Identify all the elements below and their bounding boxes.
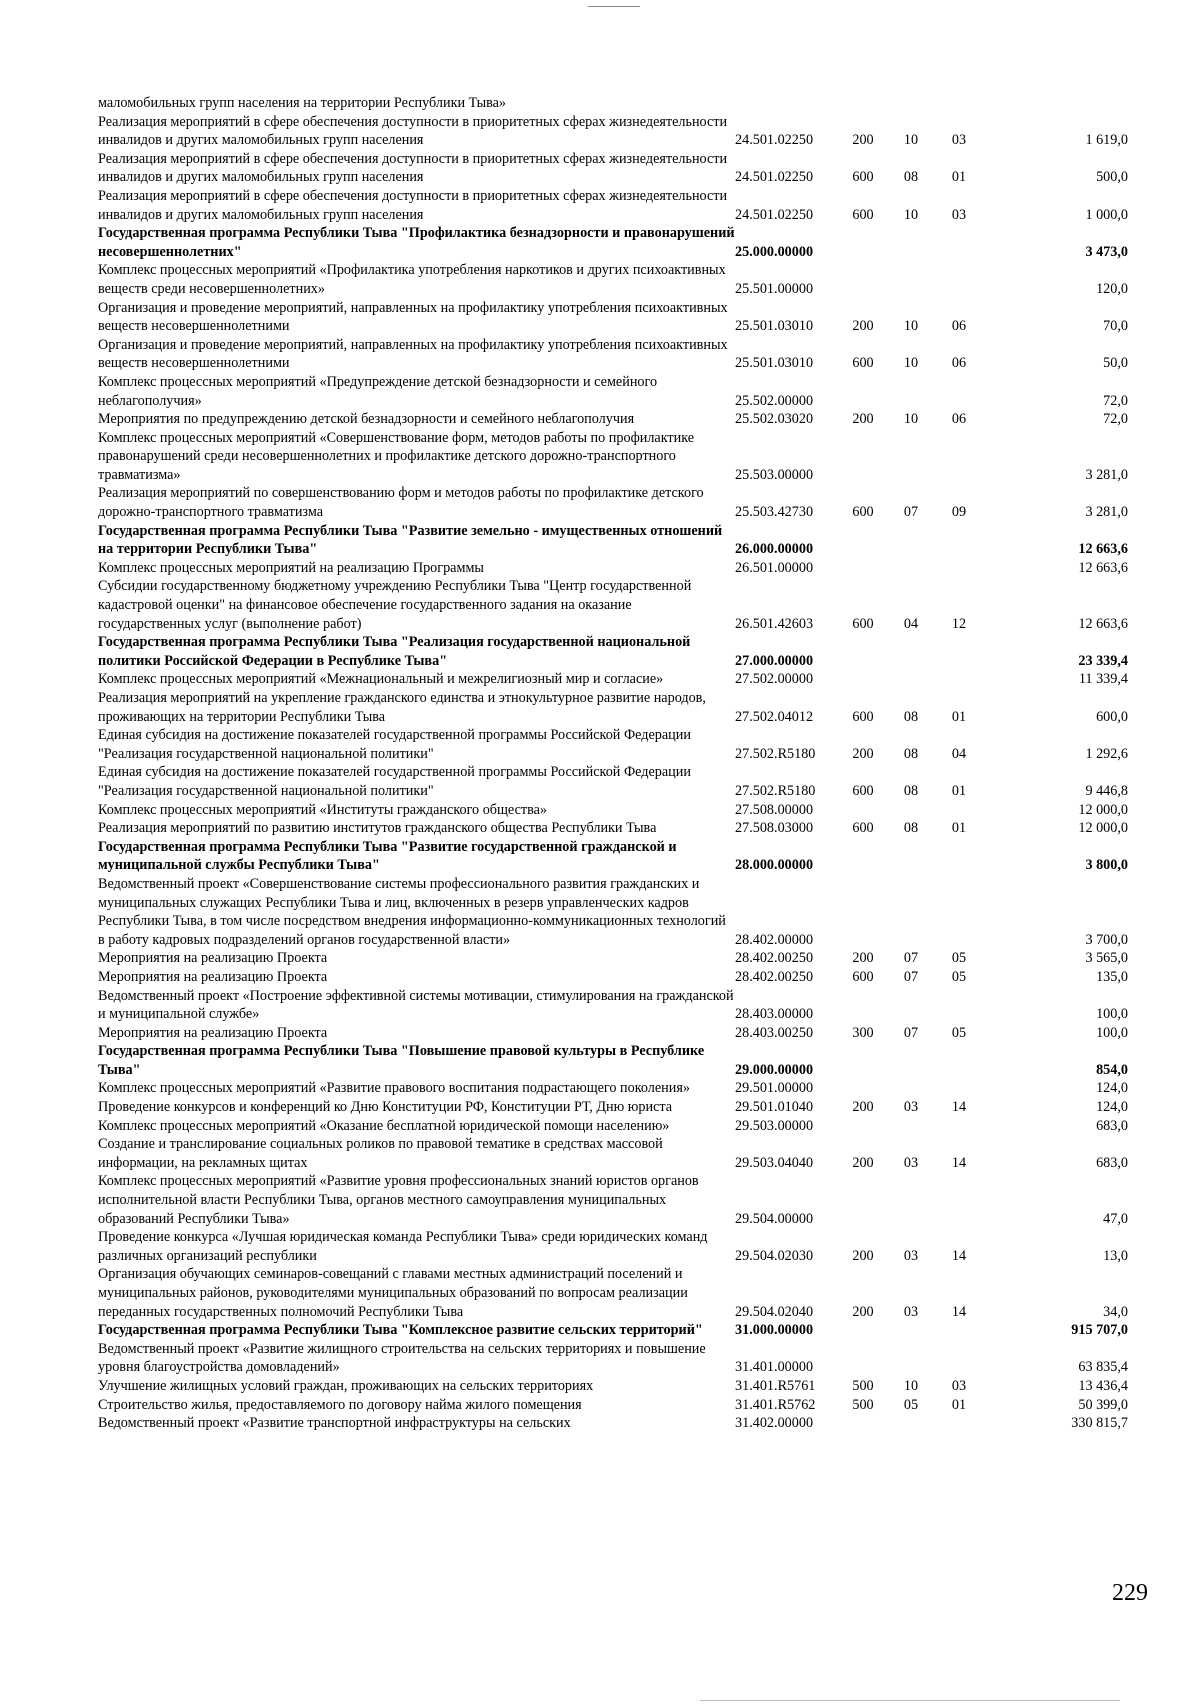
expense-type-code-cell: [839, 1414, 887, 1433]
section-code-cell: 10: [903, 206, 919, 223]
row-name-cell: Комплекс процессных мероприятий «Развитие уровня профессиональных знаний юристов органов исполнительной власти Республики Тыва, органов местного самоуправления муниципальных образований Республики Тыва»: [98, 1173, 699, 1227]
section-code-cell: [887, 838, 935, 875]
row-name-cell: Ведомственный проект «Развитие транспортной инфраструктуры на сельских: [98, 1415, 571, 1432]
expense-type-code-cell: [839, 373, 887, 410]
row-name-cell: Комплекс процессных мероприятий «Оказание бесплатной юридической помощи населению»: [98, 1117, 670, 1134]
expense-type-code-cell: 500: [852, 1396, 874, 1413]
target-article-code-cell: 28.402.00250: [735, 950, 814, 967]
target-article-code-cell: 27.502.00000: [735, 671, 814, 688]
amount-cell: 330 815,7: [1071, 1415, 1128, 1432]
expense-type-code-cell: 600: [852, 820, 874, 837]
row-name-cell: Реализация мероприятий в сфере обеспечения доступности в приоритетных сферах жизнедеятельности инвалидов и других маломобильных групп населения: [98, 150, 728, 186]
subsection-code-cell: 14: [951, 1154, 967, 1171]
amount-cell: [983, 94, 1128, 113]
table-row: [98, 801, 1128, 820]
table-row: [98, 484, 1128, 521]
section-code-cell: 10: [903, 411, 919, 428]
target-article-code-cell: 31.402.00000: [735, 1415, 814, 1432]
section-code-cell: 08: [903, 820, 919, 837]
amount-cell: 50,0: [1103, 355, 1128, 372]
row-name-cell: Создание и транслирование социальных роликов по правовой тематике в средствах массовой информации, на рекламных щитах: [98, 1136, 663, 1171]
section-code-cell: 03: [903, 1099, 919, 1116]
row-name-cell: Государственная программа Республики Тыва "Повышение правовой культуры в Республике Тыва": [98, 1043, 705, 1078]
section-code-cell: 08: [903, 708, 919, 725]
section-code-cell: [887, 670, 935, 689]
subsection-code-cell: 14: [951, 1303, 967, 1320]
subsection-code-cell: 01: [951, 782, 967, 799]
expense-type-code-cell: [839, 1117, 887, 1136]
amount-cell: 72,0: [1103, 411, 1128, 428]
row-name-cell: Государственная программа Республики Тыва "Развитие государственной гражданской и муниципальной службы Республики Тыва": [98, 838, 677, 874]
section-code-cell: 03: [903, 1303, 919, 1320]
amount-cell: 1 619,0: [1085, 132, 1128, 149]
row-name-cell: Организация обучающих семинаров-совещаний с главами местных администраций поселений и муниципальных районов, руководителями муниципальных образований по вопросам реализации переданных государственных полномочий Республики Тыва: [98, 1266, 688, 1320]
budget-table-body: [98, 94, 1128, 1433]
subsection-code-cell: [935, 633, 983, 670]
section-code-cell: [887, 1079, 935, 1098]
table-row: [98, 1098, 1128, 1117]
target-article-code-cell: 25.501.00000: [735, 280, 814, 297]
table-row: [98, 1079, 1128, 1098]
amount-cell: 854,0: [1096, 1061, 1128, 1078]
subsection-code-cell: [935, 987, 983, 1024]
row-name-cell: Мероприятия по предупреждению детской безнадзорности и семейного неблагополучия: [98, 411, 635, 428]
expense-type-code-cell: 200: [852, 132, 874, 149]
row-name-cell: Субсидии государственному бюджетному учреждению Республики Тыва "Центр государственной кадастровой оценки" на финансовое обеспечение государственного задания на оказание государственных услуг (выполнение работ): [98, 578, 692, 632]
subsection-code-cell: 03: [951, 206, 967, 223]
row-name-cell: Мероприятия на реализацию Проекта: [98, 1024, 328, 1041]
table-row: [98, 819, 1128, 838]
expense-type-code-cell: [839, 1172, 887, 1228]
target-article-code-cell: 31.401.R5761: [735, 1377, 816, 1394]
section-code-cell: [887, 522, 935, 559]
program-row: [98, 838, 1128, 875]
section-code-cell: [887, 261, 935, 298]
subsection-code-cell: 05: [951, 1024, 967, 1041]
amount-cell: 3 281,0: [1085, 504, 1128, 521]
section-code-cell: 10: [903, 1377, 919, 1394]
section-code-cell: 07: [903, 968, 919, 985]
subsection-code-cell: 03: [951, 132, 967, 149]
expense-type-code-cell: 600: [852, 615, 874, 632]
subsection-code-cell: 04: [951, 745, 967, 762]
target-article-code-cell: 28.403.00000: [735, 1006, 814, 1023]
target-article-code-cell: 29.501.01040: [735, 1099, 814, 1116]
row-name-cell: Единая субсидия на достижение показателей государственной программы Российской Федерации "Реализация государственной национальной политики": [98, 764, 691, 799]
row-name-cell: Улучшение жилищных условий граждан, проживающих на сельских территориях: [98, 1377, 594, 1394]
section-code-cell: 08: [903, 745, 919, 762]
row-name-cell: Организация и проведение мероприятий, направленных на профилактику употребления психоактивных веществ несовершеннолетними: [98, 299, 728, 335]
row-name-cell: Комплекс процессных мероприятий «Совершенствование форм, методов работы по профилактике правонарушений среди несовершеннолетних и профилактике детского дорожно-транспортного травматизма»: [98, 429, 695, 483]
section-code-cell: 04: [903, 615, 919, 632]
target-article-code-cell: 29.504.02040: [735, 1303, 814, 1320]
section-code-cell: 07: [903, 504, 919, 521]
subsection-code-cell: 01: [951, 820, 967, 837]
amount-cell: 600,0: [1096, 708, 1128, 725]
expense-type-code-cell: [839, 224, 887, 261]
row-name-cell: Комплекс процессных мероприятий «Межнациональный и межрелигиозный мир и согласие»: [98, 671, 664, 688]
amount-cell: 23 339,4: [1078, 652, 1128, 669]
table-row: [98, 1228, 1128, 1265]
target-article-code-cell: 27.502.04012: [735, 708, 814, 725]
section-code-cell: 03: [903, 1247, 919, 1264]
subsection-code-cell: [935, 261, 983, 298]
expense-type-code-cell: [839, 633, 887, 670]
subsection-code-cell: 09: [951, 504, 967, 521]
amount-cell: 1 000,0: [1085, 206, 1128, 223]
amount-cell: 13 436,4: [1078, 1377, 1128, 1394]
subsection-code-cell: 06: [951, 411, 967, 428]
amount-cell: 12 000,0: [1078, 820, 1128, 837]
expense-type-code-cell: [839, 522, 887, 559]
subsection-code-cell: [935, 1079, 983, 1098]
table-row: [98, 559, 1128, 578]
target-article-code-cell: 29.504.02030: [735, 1247, 814, 1264]
subsection-code-cell: [935, 838, 983, 875]
amount-cell: 124,0: [1096, 1099, 1128, 1116]
amount-cell: 50 399,0: [1078, 1396, 1128, 1413]
program-row: [98, 633, 1128, 670]
expense-type-code-cell: 200: [852, 318, 874, 335]
amount-cell: 12 663,6: [1078, 559, 1128, 576]
subsection-code-cell: 05: [951, 950, 967, 967]
table-row: [98, 1265, 1128, 1321]
section-code-cell: 08: [903, 782, 919, 799]
table-row: [98, 410, 1128, 429]
program-row: [98, 1321, 1128, 1340]
expense-type-code-cell: [839, 838, 887, 875]
subsection-code-cell: 01: [951, 1396, 967, 1413]
amount-cell: 683,0: [1096, 1117, 1128, 1134]
subsection-code-cell: 12: [951, 615, 967, 632]
amount-cell: 63 835,4: [1078, 1359, 1128, 1376]
subsection-code-cell: 14: [951, 1247, 967, 1264]
expense-type-code-cell: 200: [852, 1247, 874, 1264]
expense-type-code-cell: 200: [852, 950, 874, 967]
target-article-code-cell: 25.501.03010: [735, 355, 814, 372]
table-row: [98, 1135, 1128, 1172]
table-row: [98, 113, 1128, 150]
table-row: [98, 763, 1128, 800]
amount-cell: 12 663,6: [1078, 541, 1128, 558]
subsection-code-cell: 06: [951, 355, 967, 372]
expense-type-code-cell: 600: [852, 169, 874, 186]
budget-table: [98, 94, 1128, 1433]
subsection-code-cell: 06: [951, 318, 967, 335]
section-code-cell: 10: [903, 318, 919, 335]
expense-type-code-cell: 200: [852, 411, 874, 428]
row-name-cell: Строительство жилья, предоставляемого по договору найма жилого помещения: [98, 1396, 582, 1413]
expense-type-code-cell: [839, 987, 887, 1024]
expense-type-code-cell: [839, 559, 887, 578]
expense-type-code-cell: [839, 1079, 887, 1098]
table-row: [98, 670, 1128, 689]
expense-type-code-cell: 500: [852, 1377, 874, 1394]
subsection-code-cell: 01: [951, 708, 967, 725]
scan-artifact-top: [588, 6, 640, 7]
amount-cell: 11 339,4: [1078, 671, 1128, 688]
target-article-code-cell: 26.501.00000: [735, 559, 814, 576]
table-row: [98, 94, 1128, 113]
table-row: [98, 726, 1128, 763]
expense-type-code-cell: [839, 261, 887, 298]
target-article-code-cell: 28.402.00000: [735, 931, 814, 948]
row-name-cell: Комплекс процессных мероприятий на реализацию Программы: [98, 559, 484, 576]
target-article-code-cell: 29.503.00000: [735, 1117, 814, 1134]
expense-type-code-cell: 600: [852, 968, 874, 985]
table-row: [98, 689, 1128, 726]
table-row: [98, 875, 1128, 949]
section-code-cell: 05: [903, 1396, 919, 1413]
target-article-code-cell: 28.402.00250: [735, 968, 814, 985]
expense-type-code-cell: [839, 94, 887, 113]
amount-cell: 70,0: [1103, 318, 1128, 335]
section-code-cell: [887, 373, 935, 410]
expense-type-code-cell: 200: [852, 1099, 874, 1116]
amount-cell: 3 565,0: [1085, 950, 1128, 967]
row-name-cell: Комплекс процессных мероприятий «Предупреждение детской безнадзорности и семейного неблагополучия»: [98, 373, 658, 409]
row-name-cell: Государственная программа Республики Тыва "Комплексное развитие сельских территорий": [98, 1322, 703, 1339]
section-code-cell: 03: [903, 1154, 919, 1171]
amount-cell: 3 473,0: [1085, 243, 1128, 260]
target-article-code-cell: 31.401.00000: [735, 1359, 814, 1376]
amount-cell: 915 707,0: [1071, 1322, 1128, 1339]
row-name-cell: Ведомственный проект «Совершенствование системы профессионального развития гражданских и муниципальных служащих Республики Тыва и лиц, включенных в резерв управленческих кадров Республики Тыва, в том числе посредством внедрения информационно-коммуникационных технологий в работу кадровых подразделений органов государственной власти»: [98, 875, 726, 948]
section-code-cell: [887, 559, 935, 578]
expense-type-code-cell: [839, 875, 887, 949]
target-article-code-cell: 26.501.42603: [735, 615, 814, 632]
section-code-cell: [887, 801, 935, 820]
target-article-code-cell: 27.502.R5180: [735, 782, 816, 799]
row-name-cell: Проведение конкурса «Лучшая юридическая команда Республики Тыва» среди юридических команд различных организаций республики: [98, 1229, 708, 1264]
table-row: [98, 1117, 1128, 1136]
section-code-cell: [887, 1042, 935, 1079]
expense-type-code-cell: 600: [852, 708, 874, 725]
target-article-code-cell: 27.502.R5180: [735, 745, 816, 762]
amount-cell: 100,0: [1096, 1006, 1128, 1023]
table-row: [98, 150, 1128, 187]
amount-cell: 47,0: [1103, 1210, 1128, 1227]
expense-type-code-cell: 600: [852, 782, 874, 799]
target-article-code-cell: [735, 94, 839, 113]
amount-cell: 100,0: [1096, 1024, 1128, 1041]
section-code-cell: 10: [903, 132, 919, 149]
expense-type-code-cell: [839, 429, 887, 485]
amount-cell: 3 700,0: [1085, 931, 1128, 948]
subsection-code-cell: [935, 1340, 983, 1377]
row-name-cell: Реализация мероприятий в сфере обеспечения доступности в приоритетных сферах жизнедеятельности инвалидов и других маломобильных групп населения: [98, 113, 728, 149]
section-code-cell: 08: [903, 169, 919, 186]
target-article-code-cell: 28.403.00250: [735, 1024, 814, 1041]
target-article-code-cell: 26.000.00000: [735, 541, 814, 558]
expense-type-code-cell: 200: [852, 1303, 874, 1320]
row-name-cell: Комплекс процессных мероприятий «Профилактика употребления наркотиков и других психоактивных веществ среди несовершеннолетних»: [98, 262, 726, 297]
row-name-cell: Реализация мероприятий на укрепление гражданского единства и этнокультурное развитие народов, проживающих на территории Республики Тыва: [98, 690, 706, 725]
table-row: [98, 1396, 1128, 1415]
target-article-code-cell: 29.503.04040: [735, 1154, 814, 1171]
section-code-cell: [887, 224, 935, 261]
subsection-code-cell: [935, 670, 983, 689]
table-row: [98, 187, 1128, 224]
subsection-code-cell: 03: [951, 1377, 967, 1394]
expense-type-code-cell: 600: [852, 206, 874, 223]
program-row: [98, 522, 1128, 559]
row-name-cell: Комплекс процессных мероприятий «Институты гражданского общества»: [98, 801, 547, 818]
target-article-code-cell: 25.501.03010: [735, 318, 814, 335]
section-code-cell: 07: [903, 950, 919, 967]
amount-cell: 683,0: [1096, 1154, 1128, 1171]
section-code-cell: [887, 1321, 935, 1340]
expense-type-code-cell: 300: [852, 1024, 874, 1041]
table-row: [98, 968, 1128, 987]
amount-cell: 120,0: [1096, 280, 1128, 297]
section-code-cell: [887, 633, 935, 670]
section-code-cell: 07: [903, 1024, 919, 1041]
subsection-code-cell: 05: [951, 968, 967, 985]
amount-cell: 500,0: [1096, 169, 1128, 186]
amount-cell: 34,0: [1103, 1303, 1128, 1320]
target-article-code-cell: 25.502.00000: [735, 392, 814, 409]
section-code-cell: [887, 1340, 935, 1377]
row-name-cell: Государственная программа Республики Тыва "Реализация государственной национальной политики Российской Федерации в Республике Тыва": [98, 634, 691, 669]
table-row: [98, 987, 1128, 1024]
program-row: [98, 224, 1128, 261]
expense-type-code-cell: [839, 801, 887, 820]
row-name-cell: Реализация мероприятий по совершенствованию форм и методов работы по профилактике детского дорожно-транспортного травматизма: [98, 485, 704, 521]
target-article-code-cell: 24.501.02250: [735, 206, 814, 223]
target-article-code-cell: 27.000.00000: [735, 652, 814, 669]
subsection-code-cell: [935, 224, 983, 261]
target-article-code-cell: 29.501.00000: [735, 1080, 814, 1097]
target-article-code-cell: 25.502.03020: [735, 411, 814, 428]
amount-cell: 3 281,0: [1085, 466, 1128, 483]
subsection-code-cell: [935, 429, 983, 485]
table-row: [98, 299, 1128, 336]
amount-cell: 72,0: [1103, 392, 1128, 409]
subsection-code-cell: [935, 1042, 983, 1079]
row-name-cell: маломобильных групп населения на территории Республики Тыва»: [98, 95, 507, 111]
table-row: [98, 1024, 1128, 1043]
target-article-code-cell: 28.000.00000: [735, 857, 814, 874]
section-code-cell: [887, 875, 935, 949]
subsection-code-cell: [935, 875, 983, 949]
table-row: [98, 1377, 1128, 1396]
subsection-code-cell: [935, 1414, 983, 1433]
row-name-cell: Государственная программа Республики Тыва "Развитие земельно - имущественных отношений на территории Республики Тыва": [98, 522, 723, 558]
section-code-cell: [887, 1414, 935, 1433]
table-row: [98, 1340, 1128, 1377]
table-row: [98, 949, 1128, 968]
row-name-cell: Проведение конкурсов и конференций ко Дню Конституции РФ, Конституции РТ, Дню юриста: [98, 1099, 673, 1116]
target-article-code-cell: 29.000.00000: [735, 1061, 814, 1078]
expense-type-code-cell: 600: [852, 504, 874, 521]
page-number: 229: [1112, 1580, 1148, 1606]
target-article-code-cell: 31.000.00000: [735, 1322, 814, 1339]
table-row: [98, 429, 1128, 485]
expense-type-code-cell: 600: [852, 355, 874, 372]
amount-cell: 9 446,8: [1085, 782, 1128, 799]
subsection-code-cell: [935, 522, 983, 559]
target-article-code-cell: 24.501.02250: [735, 132, 814, 149]
subsection-code-cell: [935, 94, 983, 113]
section-code-cell: [887, 1172, 935, 1228]
target-article-code-cell: 25.503.00000: [735, 466, 814, 483]
target-article-code-cell: 31.401.R5762: [735, 1396, 816, 1413]
section-code-cell: [887, 94, 935, 113]
expense-type-code-cell: [839, 1042, 887, 1079]
subsection-code-cell: [935, 559, 983, 578]
table-row: [98, 373, 1128, 410]
amount-cell: 12 663,6: [1078, 615, 1128, 632]
table-row: [98, 577, 1128, 633]
target-article-code-cell: 27.508.00000: [735, 801, 814, 818]
expense-type-code-cell: [839, 670, 887, 689]
table-row: [98, 261, 1128, 298]
scan-artifact-bottom: [700, 1700, 1120, 1701]
row-name-cell: Государственная программа Республики Тыва "Профилактика безнадзорности и правонарушений несовершеннолетних": [98, 225, 735, 260]
row-name-cell: Реализация мероприятий по развитию институтов гражданского общества Республики Тыва: [98, 820, 657, 837]
table-row: [98, 1172, 1128, 1228]
subsection-code-cell: [935, 1172, 983, 1228]
subsection-code-cell: 01: [951, 169, 967, 186]
subsection-code-cell: 14: [951, 1099, 967, 1116]
target-article-code-cell: 25.000.00000: [735, 243, 814, 260]
expense-type-code-cell: [839, 1321, 887, 1340]
row-name-cell: Ведомственный проект «Развитие жилищного строительства на сельских территориях и повышение уровня благоустройства домовладений»: [98, 1340, 706, 1376]
amount-cell: 13,0: [1103, 1247, 1128, 1264]
expense-type-code-cell: 200: [852, 745, 874, 762]
amount-cell: 124,0: [1096, 1080, 1128, 1097]
expense-type-code-cell: 200: [852, 1154, 874, 1171]
amount-cell: 12 000,0: [1078, 801, 1128, 818]
row-name-cell: Комплекс процессных мероприятий «Развитие правового воспитания подрастающего поколения»: [98, 1080, 690, 1097]
subsection-code-cell: [935, 373, 983, 410]
target-article-code-cell: 24.501.02250: [735, 169, 814, 186]
row-name-cell: Ведомственный проект «Построение эффективной системы мотивации, стимулирования на гражданской и муниципальной службе»: [98, 987, 734, 1023]
subsection-code-cell: [935, 1321, 983, 1340]
section-code-cell: [887, 987, 935, 1024]
row-name-cell: Мероприятия на реализацию Проекта: [98, 950, 328, 967]
amount-cell: 135,0: [1096, 968, 1128, 985]
section-code-cell: [887, 429, 935, 485]
row-name-cell: Реализация мероприятий в сфере обеспечения доступности в приоритетных сферах жизнедеятельности инвалидов и других маломобильных групп населения: [98, 187, 728, 223]
expense-type-code-cell: [839, 1340, 887, 1377]
program-row: [98, 1042, 1128, 1079]
row-name-cell: Организация и проведение мероприятий, направленных на профилактику употребления психоактивных веществ несовершеннолетними: [98, 336, 728, 372]
table-row: [98, 336, 1128, 373]
table-row: [98, 1414, 1128, 1433]
budget-document-page: [98, 94, 1128, 1433]
amount-cell: 3 800,0: [1085, 857, 1128, 874]
row-name-cell: Мероприятия на реализацию Проекта: [98, 968, 328, 985]
subsection-code-cell: [935, 801, 983, 820]
subsection-code-cell: [935, 1117, 983, 1136]
section-code-cell: [887, 1117, 935, 1136]
target-article-code-cell: 25.503.42730: [735, 504, 814, 521]
row-name-cell: Единая субсидия на достижение показателей государственной программы Российской Федерации "Реализация государственной национальной политики": [98, 727, 691, 762]
target-article-code-cell: 27.508.03000: [735, 820, 814, 837]
target-article-code-cell: 29.504.00000: [735, 1210, 814, 1227]
amount-cell: 1 292,6: [1085, 745, 1128, 762]
section-code-cell: 10: [903, 355, 919, 372]
